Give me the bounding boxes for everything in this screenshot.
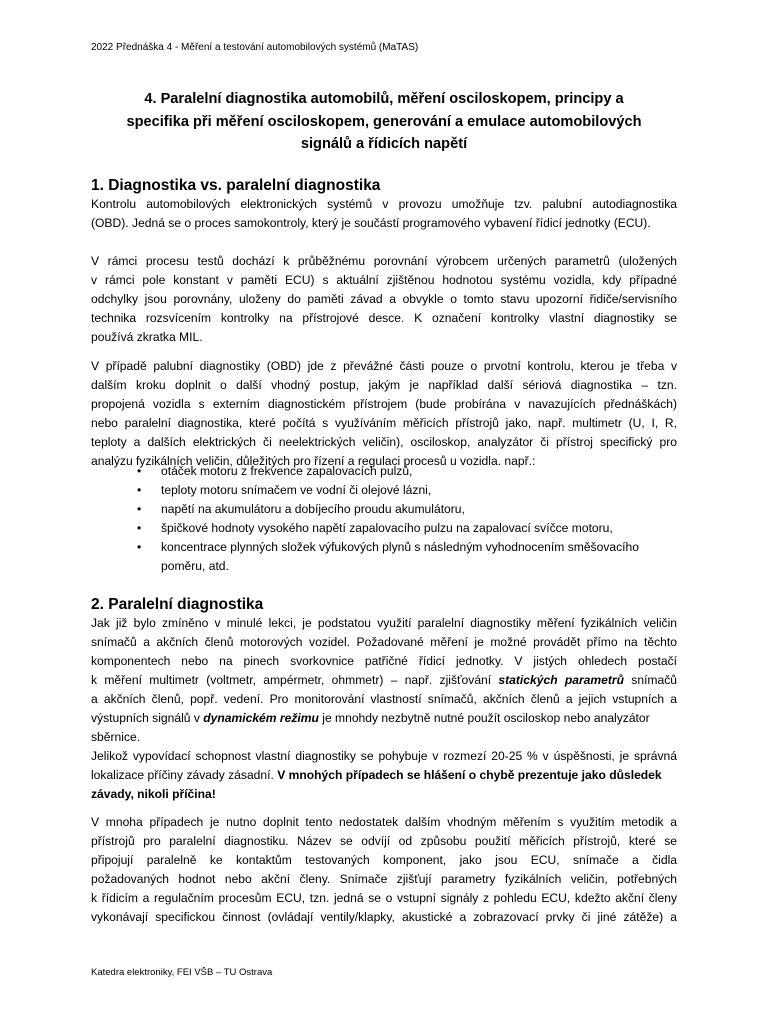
- text-line: snímačů a akčních členů motorových vozidel. Požadované měření je možné provádět přímo na těchto: [91, 635, 677, 649]
- section-1-paragraph-1: [91, 195, 677, 233]
- text-line: komponentech nebo na pinech svorkovnice patřičné řídicí jednotky. V jistých ohledech postačí: [91, 654, 677, 668]
- bullet-icon: •: [137, 464, 142, 478]
- emphasis-error-statement: závady, nikoli příčina!: [91, 787, 216, 801]
- text-line: [91, 671, 677, 690]
- list-item: [91, 500, 677, 519]
- text-line: vykonávají specifickou činnost (ovládají ventily/klapky, akustické a zobrazovací prvky či jiné zátěže) a: [91, 910, 677, 924]
- section-1-heading: 1. Diagnostika vs. paralelní diagnostika: [91, 177, 381, 194]
- text-line: [91, 709, 677, 728]
- text-line: V mnoha případech je nutno doplnit tento nedostatek dalším vhodným měřením s využitím metodik a: [91, 815, 677, 829]
- text-line: Jak již bylo zmíněno v minulé lekci, je podstatou využití paralelní diagnostiky měření fyzikálních veličin: [91, 616, 677, 630]
- document-title: [100, 88, 668, 156]
- text-line: propojená vozidla s externím diagnostickém přístrojem (bude probírána v navazujících přednáškách): [91, 397, 677, 411]
- list-item: [91, 519, 677, 538]
- text-line: odchylky jsou porovnány, uloženy do paměti závad a obvykle o tomto stavu upozorní řidiče/servisního: [91, 292, 677, 306]
- list-item-text: napětí na akumulátoru a dobíjecího proudu akumulátoru,: [161, 502, 465, 516]
- text-run: k měření multimetr (voltmetr, ampérmetr, ohmmetr) – např. zjišťování: [91, 673, 499, 687]
- text-line: připojují paralelně ke kontaktům testovaných komponent, jako jsou ECU, snímače a čidla: [91, 853, 677, 867]
- emphasis-error-statement: V mnohých případech se hlášení o chybě prezentuje jako důsledek: [277, 768, 662, 782]
- text-line: nebo paralelní diagnostika, které počítá s využíváním měřicích přístrojů jako, např. multimetr (U, I, R,: [91, 416, 677, 430]
- section-1-paragraph-3: [91, 357, 677, 471]
- text-line: požadovaných hodnot nebo akční členy. Snímače zjišťují parametry fyzikálních veličin, potřebných: [91, 872, 677, 886]
- title-line: 4. Paralelní diagnostika automobilů, měření osciloskopem, principy a: [144, 91, 624, 107]
- text-line: Kontrolu automobilových elektronických systémů v provozu umožňuje tzv. palubní autodiagnostika: [91, 197, 677, 211]
- list-item: [91, 462, 677, 481]
- list-item-text: poměru, atd.: [161, 559, 229, 573]
- text-line: k řídicím a regulačním procesům ECU, tzn. jedná se o vstupní signály z pohledu ECU, kdežto akční členy: [91, 891, 677, 905]
- title-line: specifika při měření osciloskopem, generování a emulace automobilových: [126, 113, 642, 130]
- text-line: analýzu fyzikálních veličin, důležitých pro řízení a regulaci procesů u vozidla. např.:: [91, 454, 536, 468]
- list-item: [91, 538, 677, 576]
- text-line: Jelikož vypovídací schopnost vlastní diagnostiky se pohybuje v rozmezí 20-25 % v úspěšnosti, je správná: [91, 749, 677, 763]
- list-item: [91, 481, 677, 500]
- list-item-text: teploty motoru snímačem ve vodní či olejové lázni,: [161, 483, 432, 497]
- title-line: signálů a řídicích napětí: [300, 136, 468, 152]
- text-run: snímačů: [624, 673, 677, 687]
- text-line: V rámci procesu testů dochází k průběžnému porovnání výrobcem určených parametrů (uložených: [91, 254, 677, 268]
- section-2-paragraph-1: [91, 614, 677, 747]
- text-run: je mnohdy nezbytně nutné použít osciloskop nebo analyzátor: [318, 711, 650, 725]
- section-1-paragraph-2: [91, 252, 677, 347]
- text-line: v rámci pole konstant v paměti ECU) s aktuální zjištěnou hodnotou systému vozidla, kdy případné: [91, 273, 677, 287]
- section-2-heading: 2. Paralelní diagnostika: [91, 596, 264, 613]
- text-run: výstupních signálů v: [91, 711, 204, 725]
- page-header: 2022 Přednáška 4 - Měření a testování automobilových systémů (MaTAS): [91, 42, 419, 53]
- text-line: dalším kroku doplnit o další vhodný postup, jakým je například další sériová diagnostika – tzn.: [91, 378, 677, 392]
- text-line: teploty a dalších elektrických či neelektrických veličin), osciloskop, analyzátor či přístroj specifický pro: [91, 435, 677, 449]
- emphasis-static-parameters: statických parametrů: [498, 673, 625, 687]
- text-line: používá zkratka MIL.: [91, 330, 203, 344]
- page-footer: Katedra elektroniky, FEI VŠB – TU Ostrava: [91, 967, 273, 978]
- text-line: (OBD). Jedná se o proces samokontroly, který je součástí programového vybavení řídicí jednotky (ECU).: [91, 216, 651, 230]
- text-line: přístrojů pro paralelní diagnostiku. Název se odvíjí od způsobu použití měřicích přístrojů, které se: [91, 834, 677, 848]
- text-line: sběrnice.: [91, 730, 141, 744]
- list-item-text: otáček motoru z frekvence zapalovacích pulzů,: [161, 464, 413, 478]
- text-line: technika rozsvícením kontrolky na přístrojové desce. K označení kontrolky vlastní diagnostiky se: [91, 311, 677, 325]
- text-line: a akčních členů, popř. vedení. Pro monitorování vlastností snímačů, akčních členů a jejich vstupních a: [91, 692, 677, 706]
- bullet-icon: •: [137, 483, 142, 497]
- bullet-icon: •: [137, 540, 142, 554]
- text-run: lokalizace příčiny závady zásadní.: [91, 768, 278, 782]
- list-item-text: špičkové hodnoty vysokého napětí zapalovacího pulzu na zapalovací svíčce motoru,: [161, 521, 613, 535]
- measurement-bullet-list: [91, 462, 677, 576]
- text-line: V případě palubní diagnostiky (OBD) jde z převážné části pouze o prvotní kontrolu, kterou je třeba v: [91, 359, 677, 373]
- section-2-paragraph-2: [91, 747, 677, 804]
- bullet-icon: •: [137, 502, 142, 516]
- section-2-paragraph-3: [91, 813, 677, 927]
- text-line: [91, 766, 677, 785]
- list-item-text: koncentrace plynných složek výfukových plynů s následným vyhodnocením směšovacího: [161, 540, 639, 554]
- emphasis-dynamic-mode: dynamickém režimu: [203, 711, 319, 725]
- bullet-icon: •: [137, 521, 142, 535]
